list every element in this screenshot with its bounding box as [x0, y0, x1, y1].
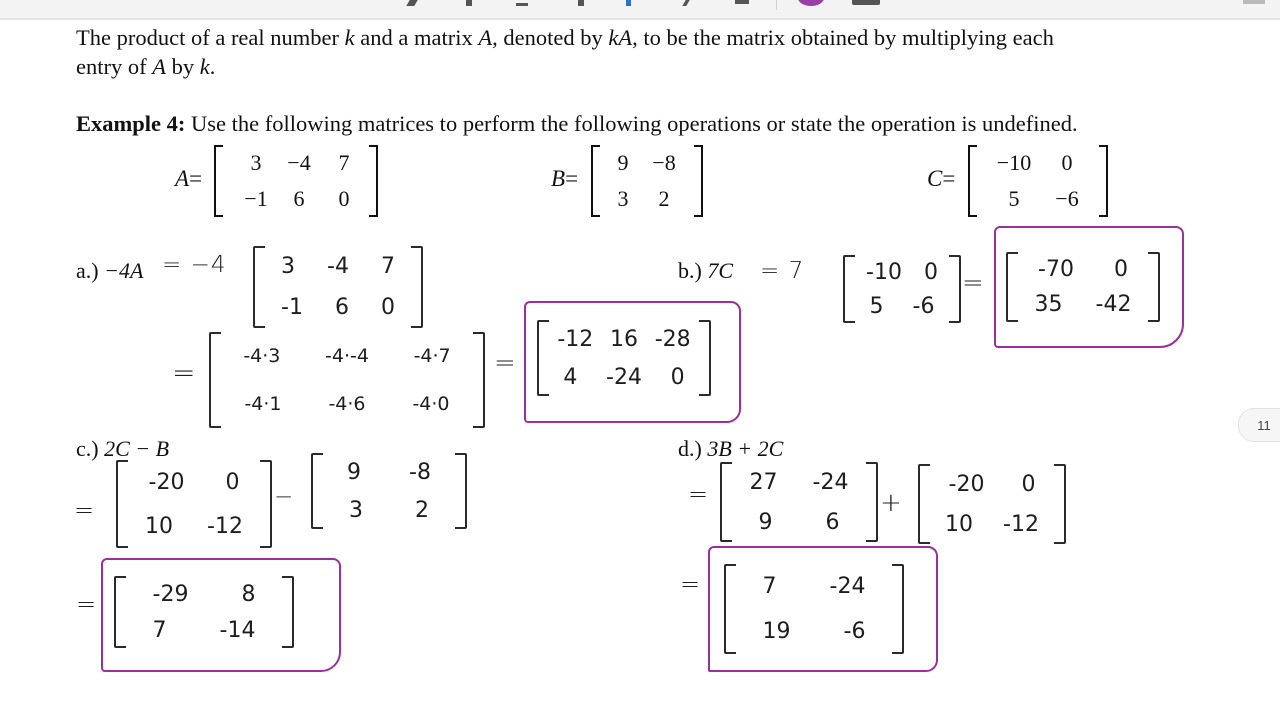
part-a-label: a.) −4A [76, 258, 144, 283]
matrix-a-label: A= [175, 166, 203, 191]
clear-format-icon[interactable] [735, 0, 749, 4]
definition-line-2: entry of A by k. [76, 54, 216, 79]
toolbar-divider [776, 0, 777, 10]
part-a-step1-prefix: = −4 [162, 252, 227, 278]
part-a-step2-matrix: -4·3 -4·-4 -4·7 -4·1 -4·6 -4·0 [209, 332, 485, 428]
matrix-c-label: C= [927, 166, 956, 191]
matrix-cell: −8 [652, 150, 676, 175]
part-a-step2-equals: = [172, 356, 197, 389]
page-number-tab[interactable]: 11 [1238, 408, 1280, 442]
matrix-b-label: B= [551, 166, 579, 191]
part-c-label: c.) 2C − B [76, 436, 170, 461]
matrix-row [216, 145, 376, 181]
highlighter-icon[interactable] [626, 0, 631, 6]
ink-toolbar [0, 0, 1280, 20]
part-b-answer-matrix: -70 0 35 -42 [1006, 252, 1160, 322]
matrix-cell: 3 [250, 150, 262, 175]
part-d-step1-right-matrix: -20 0 10 -12 [918, 464, 1066, 544]
part-b-answer-equals: = [962, 268, 985, 298]
part-c-step1-equals: = [74, 496, 96, 524]
part-d-label: d.) 3B + 2C [678, 436, 784, 461]
part-d-answer-matrix: 7 -24 19 -6 [724, 564, 904, 654]
part-a-answer-matrix: -12 16 -28 4 -24 0 [537, 320, 711, 396]
part-c-operator: − [274, 484, 295, 510]
matrix-cell: −10 [996, 150, 1032, 175]
menu-icon[interactable] [1243, 0, 1265, 4]
matrix-cell: −4 [287, 150, 311, 175]
matrix-cell: −1 [244, 186, 268, 211]
part-b-label: b.) 7C [678, 258, 734, 283]
lasso-icon[interactable] [682, 0, 689, 6]
part-b-step1-prefix: = 7 [760, 258, 805, 284]
color-picker-button[interactable] [798, 0, 824, 6]
matrix-row [593, 181, 701, 217]
part-b-step1-matrix: -10 0 5 -6 [843, 255, 961, 323]
matrix-c [968, 145, 1108, 217]
ink-thickness-button[interactable] [852, 0, 880, 5]
part-c-step1-left-matrix: -20 0 10 -12 [116, 460, 272, 548]
eraser-icon[interactable] [578, 0, 584, 6]
part-d-answer-equals: = [680, 570, 702, 598]
pen-icon[interactable] [406, 0, 417, 6]
marker-icon[interactable] [466, 0, 472, 6]
part-d-step1-equals: = [688, 480, 710, 508]
part-c-answer-equals: = [76, 590, 98, 618]
part-a-answer-equals: = [494, 348, 517, 378]
matrix-cell: 5 [1008, 186, 1020, 211]
underline-icon[interactable] [516, 3, 528, 6]
matrix-cell: 7 [338, 150, 350, 175]
matrix-b [591, 145, 703, 217]
part-c-step1-right-matrix: 9 -8 3 2 [311, 453, 467, 529]
matrix-row [593, 145, 701, 181]
matrix-cell: 0 [1061, 150, 1073, 175]
part-d-step1-left-matrix: 27 -24 9 6 [720, 462, 878, 542]
matrix-row [970, 145, 1106, 181]
part-d-operator: + [880, 488, 903, 518]
matrix-cell: 9 [617, 150, 629, 175]
matrix-row [216, 181, 376, 217]
part-a-step1-matrix: 3 -4 7 -1 6 0 [253, 246, 423, 328]
example-heading: Example 4: Use the following matrices to perform the following operations or state the operation is undefined. [76, 111, 1078, 136]
matrix-cell: 2 [658, 186, 670, 211]
definition-line-1: The product of a real number k and a matrix A, denoted by kA, to be the matrix obtained by multiplying each [76, 25, 1054, 50]
matrix-cell: 3 [617, 186, 629, 211]
matrix-cell: 0 [338, 186, 350, 211]
part-c-answer-matrix: -29 8 7 -14 [114, 576, 294, 648]
matrix-cell: 6 [293, 186, 305, 211]
matrix-row [970, 181, 1106, 217]
matrix-cell: −6 [1055, 186, 1079, 211]
matrix-a [214, 145, 378, 217]
